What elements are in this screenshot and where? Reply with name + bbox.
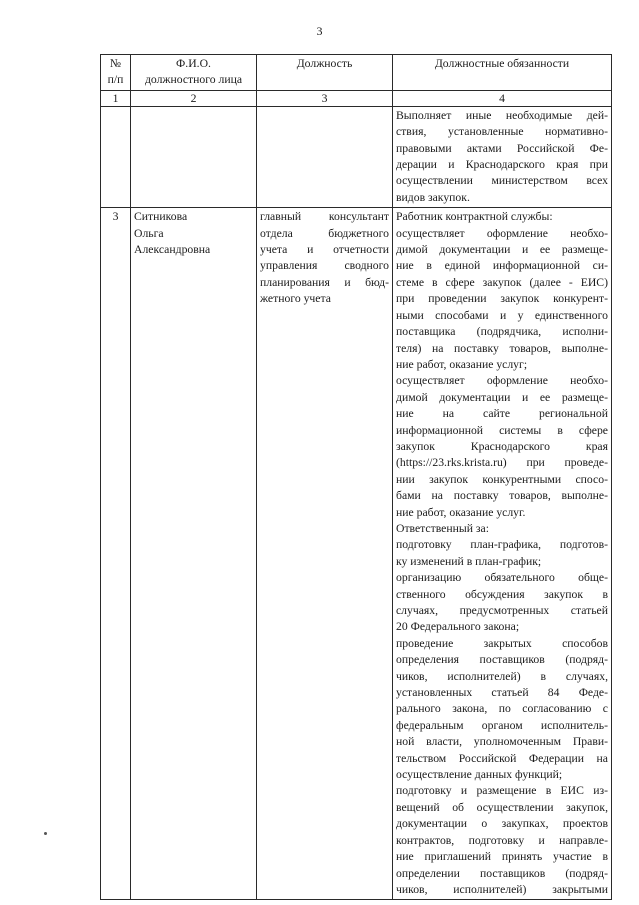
- duties-line: контрактов, подготовку и направле-: [396, 833, 608, 847]
- fio-line: Александровна: [134, 243, 211, 257]
- page-number: 3: [316, 24, 323, 38]
- header-position: Должность: [257, 55, 393, 91]
- duties-line: осуществляет оформление необхо-: [396, 374, 608, 388]
- duties-line: димой документации и ее размеще-: [396, 390, 608, 404]
- duties-line: поставщика (подрядчика, исполни-: [396, 325, 608, 339]
- duties-line: случаях, предусмотренных статьей: [396, 604, 608, 617]
- duties-line: установленных статьей 84 Феде-: [396, 686, 608, 700]
- header-num-line-1: №: [109, 57, 122, 70]
- table-header-row: [101, 55, 612, 91]
- duties-line: видов закупок.: [396, 190, 470, 204]
- duties-line: вещений об осуществлении закупок,: [396, 800, 608, 814]
- duties-line: ственного обсуждения закупок в: [396, 587, 608, 601]
- duties-line: димой документации и ее размеще-: [396, 243, 608, 257]
- header-duties: Должностные обязанности: [393, 55, 612, 91]
- column-number-4: 4: [393, 90, 612, 106]
- cell-position-empty: [257, 106, 393, 207]
- duties-line: тельством Российской Федерации на: [396, 751, 608, 765]
- duties-line: определения поставщиков (подряд-: [396, 653, 608, 667]
- duties-line: (https://23.rks.krista.ru) при проведе-: [396, 456, 608, 470]
- column-number-3: 3: [257, 90, 393, 106]
- cell-num: 3: [101, 208, 131, 900]
- duties-line: подготовку план-графика, подготов-: [396, 538, 608, 552]
- header-fio: [131, 55, 257, 91]
- duties-line: бами на поставку товаров, выполне-: [396, 489, 608, 503]
- table-row-continuation: [101, 106, 612, 207]
- position-line: планирования и бюд-: [260, 275, 389, 289]
- duties-line: при проведении закупок конкурент-: [396, 292, 608, 306]
- column-number-1: 1: [101, 90, 131, 106]
- duties-line: проведение закрытых способов: [396, 636, 608, 650]
- duties-line: осуществление данных функций;: [396, 768, 563, 782]
- cell-fio: [131, 208, 257, 900]
- header-fio-line-2: должностного лица: [144, 73, 243, 87]
- duties-line: ние работ, оказание услуг;: [396, 357, 528, 371]
- duties-line: организацию обязательного обще-: [396, 571, 608, 585]
- table-row-3: [101, 208, 612, 900]
- duties-line: Работник контрактной службы:: [396, 210, 553, 224]
- duties-line: стеме в сфере закупок (далее - ЕИС): [396, 275, 608, 289]
- duties-line: осуществлении министерством всех: [396, 174, 608, 188]
- column-numbers-row: [101, 90, 612, 106]
- fio-line: Ситникова: [134, 210, 188, 224]
- duties-line: ной власти, уполномоченным Прави-: [396, 735, 608, 749]
- position-line: жетного учета: [260, 292, 331, 306]
- duties-line: ние работ, оказание услуг.: [396, 505, 526, 519]
- duties-line: ние в единой информационной си-: [396, 259, 608, 273]
- duties-line: ние приглашений принять участие в: [396, 850, 608, 864]
- duties-line: правовыми актами Российской Фе-: [396, 141, 608, 155]
- duties-line: нии закупок конкурентными спосо-: [396, 472, 608, 486]
- officials-table: [100, 54, 612, 900]
- header-num-line-2: п/п: [107, 73, 124, 87]
- duties-line: ными способами и у единственного: [396, 308, 608, 322]
- column-number-2: 2: [131, 90, 257, 106]
- duties-line: ние на сайте региональной: [396, 407, 608, 421]
- position-line: отдела бюджетного: [260, 226, 389, 240]
- duties-line: Ответственный за:: [396, 521, 489, 535]
- header-fio-line-1: Ф.И.О.: [176, 57, 211, 70]
- cell-fio-empty: [131, 106, 257, 207]
- duties-line: определении поставщиков (подряд-: [396, 866, 608, 880]
- duties-line: чиков, исполнителей) в случаях,: [396, 669, 608, 683]
- cell-duties: [393, 208, 612, 900]
- cell-position: [257, 208, 393, 900]
- duties-line: информационной системы в сфере: [396, 423, 608, 437]
- duties-line: чиков, исполнителей) закрытыми: [396, 882, 608, 896]
- fio-line: Ольга: [134, 226, 164, 240]
- duties-line: теля) на поставку товаров, выполне-: [396, 341, 608, 355]
- duties-line: ку изменений в план-график;: [396, 554, 542, 568]
- duties-line: ствия, установленные нормативно-: [396, 125, 608, 139]
- header-num: [101, 55, 131, 91]
- cell-num-empty: [101, 106, 131, 207]
- duties-line: подготовку и размещение в ЕИС из-: [396, 784, 608, 798]
- duties-line: закупок Краснодарского края: [396, 439, 608, 453]
- position-line: главный консультант: [260, 210, 389, 224]
- cell-duties-continuation: [393, 106, 612, 207]
- scan-speck: [44, 832, 47, 835]
- position-line: управления сводного: [260, 259, 389, 273]
- duties-line: 20 Федерального закона;: [396, 620, 520, 634]
- duties-line: документации о закупках, проектов: [396, 817, 608, 831]
- position-line: учета и отчетности: [260, 243, 389, 257]
- duties-line: федеральным органом исполнитель-: [396, 718, 608, 732]
- duties-line: дерации и Краснодарского края при: [396, 158, 608, 172]
- duties-line: Выполняет иные необходимые дей-: [396, 108, 608, 122]
- duties-line: рального закона, по согласованию с: [396, 702, 608, 716]
- duties-line: осуществляет оформление необхо-: [396, 226, 608, 240]
